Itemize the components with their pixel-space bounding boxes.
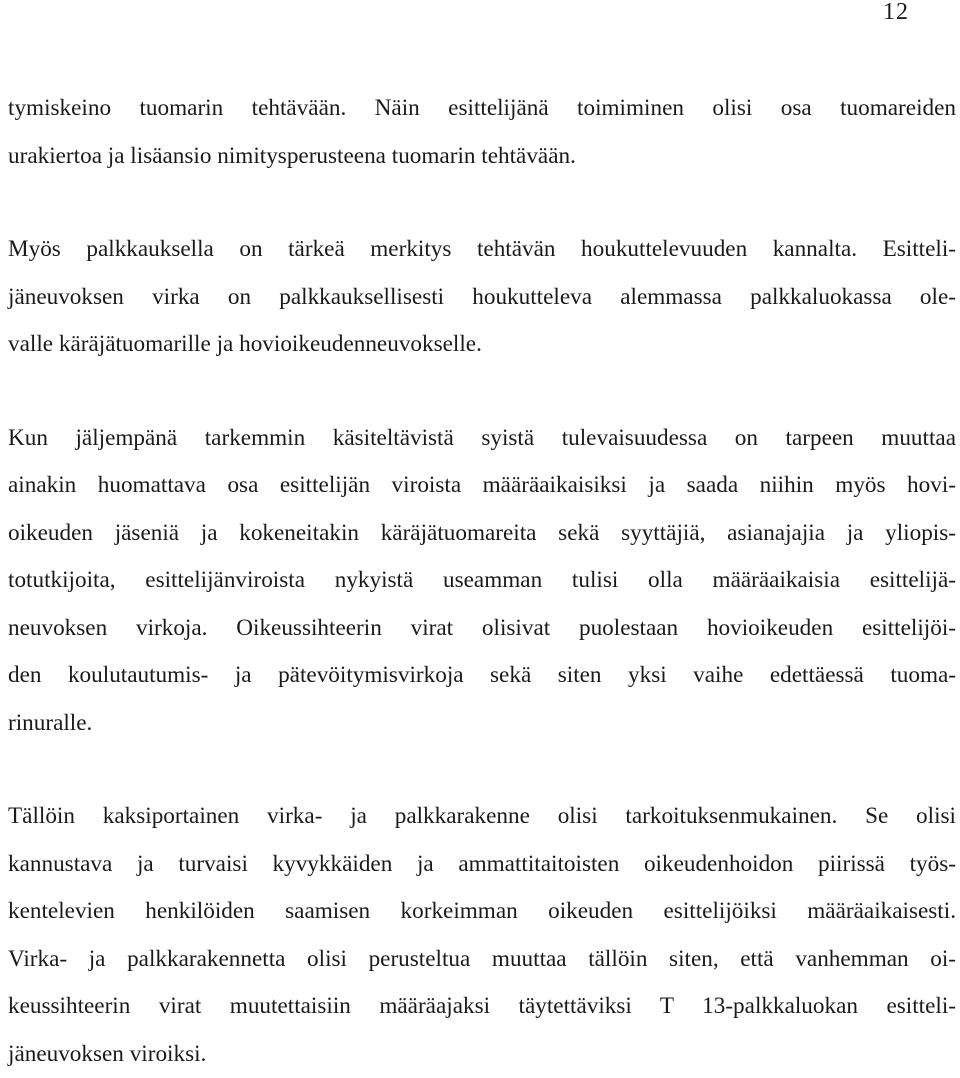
text-line: totutkijoita, esittelijänviroista nykyistä useamman tulisi olla määräaikaisia esittelijä-	[8, 557, 956, 605]
page-number-text: 12	[883, 0, 909, 30]
text-line: jäneuvoksen virka on palkkauksellisesti houkutteleva alemmassa palkkaluokassa ole-	[8, 274, 956, 322]
text-line: urakiertoa ja lisäansio nimitysperusteena tuomarin tehtävään.	[8, 133, 956, 181]
paragraph-3	[8, 415, 956, 748]
text-line: valle käräjätuomarille ja hovioikeudenneuvokselle.	[8, 321, 956, 369]
text-line: jäneuvoksen viroiksi.	[8, 1031, 956, 1078]
text-line: ainakin huomattava osa esittelijän viroista määräaikaisiksi ja saada niihin myös hovi-	[8, 462, 956, 510]
text-line: oikeuden jäseniä ja kokeneitakin käräjätuomareita sekä syyttäjiä, asianajajia ja yliopis-	[8, 510, 956, 558]
page-number	[0, 0, 960, 30]
paragraph-4	[8, 793, 956, 1078]
text-line: Virka- ja palkkarakennetta olisi perusteltua muuttaa tällöin siten, että vanhemman oi-	[8, 936, 956, 984]
paragraph-2	[8, 226, 956, 369]
paragraph-1	[8, 85, 956, 180]
text-line: Kun jäljempänä tarkemmin käsiteltävistä syistä tulevaisuudessa on tarpeen muuttaa	[8, 415, 956, 463]
text-line: rinuralle.	[8, 700, 956, 748]
text-line: Tällöin kaksiportainen virka- ja palkkarakenne olisi tarkoituksenmukainen. Se olisi	[8, 793, 956, 841]
document-body	[8, 85, 956, 1078]
text-line: tymiskeino tuomarin tehtävään. Näin esittelijänä toimiminen olisi osa tuomareiden	[8, 85, 956, 133]
text-line: Myös palkkauksella on tärkeä merkitys tehtävän houkuttelevuuden kannalta. Esitteli-	[8, 226, 956, 274]
text-line: den koulutautumis- ja pätevöitymisvirkoja sekä siten yksi vaihe edettäessä tuoma-	[8, 652, 956, 700]
text-line: neuvoksen virkoja. Oikeussihteerin virat olisivat puolestaan hovioikeuden esittelijöi-	[8, 605, 956, 653]
text-line: kentelevien henkilöiden saamisen korkeimman oikeuden esittelijöiksi määräaikaisesti.	[8, 888, 956, 936]
text-line: keussihteerin virat muutettaisiin määräajaksi täytettäviksi T 13-palkkaluokan esitteli-	[8, 983, 956, 1031]
text-line: kannustava ja turvaisi kyvykkäiden ja ammattitaitoisten oikeudenhoidon piirissä työs-	[8, 841, 956, 889]
